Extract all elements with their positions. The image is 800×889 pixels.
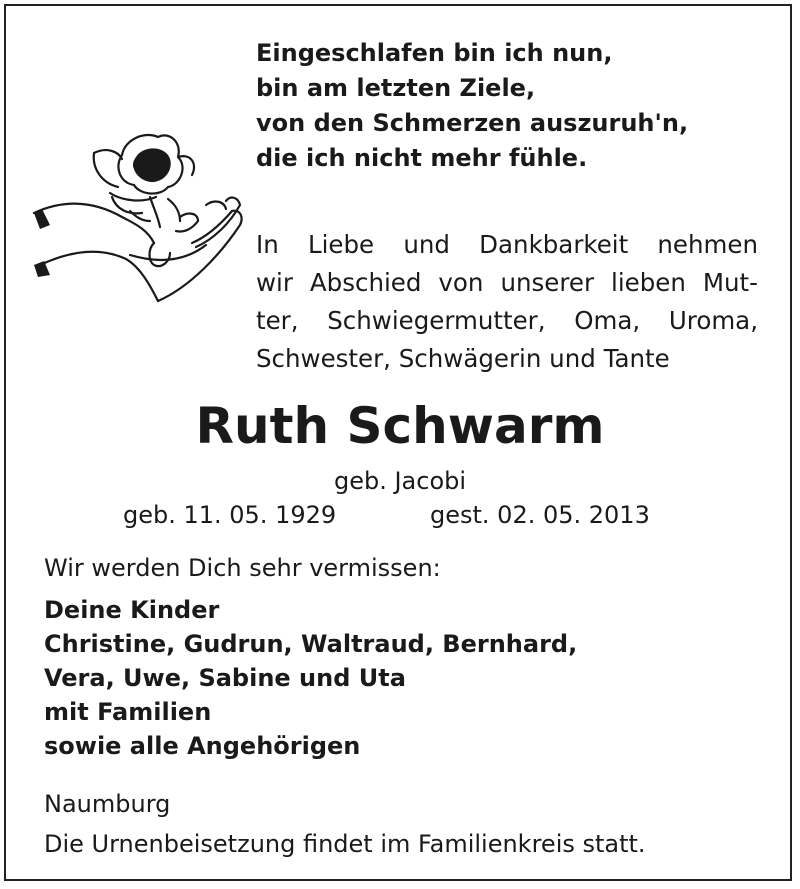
poem-line: von den Schmerzen auszuruh'n, — [256, 109, 689, 137]
rose-in-hand-icon — [30, 125, 250, 310]
intro-line: wir Abschied von unserer lieben Mut- — [256, 268, 758, 297]
poem-line: Eingeschlafen bin ich nun, — [256, 39, 613, 67]
birth-date: geb. 11. 05. 1929 — [123, 501, 337, 529]
family-line: Vera, Uwe, Sabine und Uta — [44, 664, 406, 692]
poem-line: bin am letzten Ziele, — [256, 74, 536, 102]
intro-line: In Liebe und Dankbarkeit nehmen — [256, 230, 758, 259]
burial-note: Die Urnenbeisetzung findet im Familienkreis statt. — [44, 830, 646, 858]
intro-line: Schwester, Schwägerin und Tante — [256, 344, 670, 373]
death-date: gest. 02. 05. 2013 — [430, 501, 650, 529]
family-line: mit Familien — [44, 698, 212, 726]
poem — [256, 36, 688, 176]
intro-line: ter, Schwiegermutter, Oma, Uroma, — [256, 306, 758, 335]
maiden-name: geb. Jacobi — [333, 467, 467, 495]
family-line: Christine, Gudrun, Waltraud, Bernhard, — [44, 630, 578, 658]
poem-line: die ich nicht mehr fühle. — [256, 144, 588, 172]
family-line: sowie alle Angehörigen — [44, 732, 361, 760]
family-line: Deine Kinder — [44, 596, 220, 624]
miss-line: Wir werden Dich sehr vermissen: — [44, 554, 441, 582]
place: Naumburg — [44, 790, 171, 818]
intro-text — [256, 226, 758, 378]
deceased-name: Ruth Schwarm — [195, 397, 605, 455]
family-list — [44, 593, 577, 763]
